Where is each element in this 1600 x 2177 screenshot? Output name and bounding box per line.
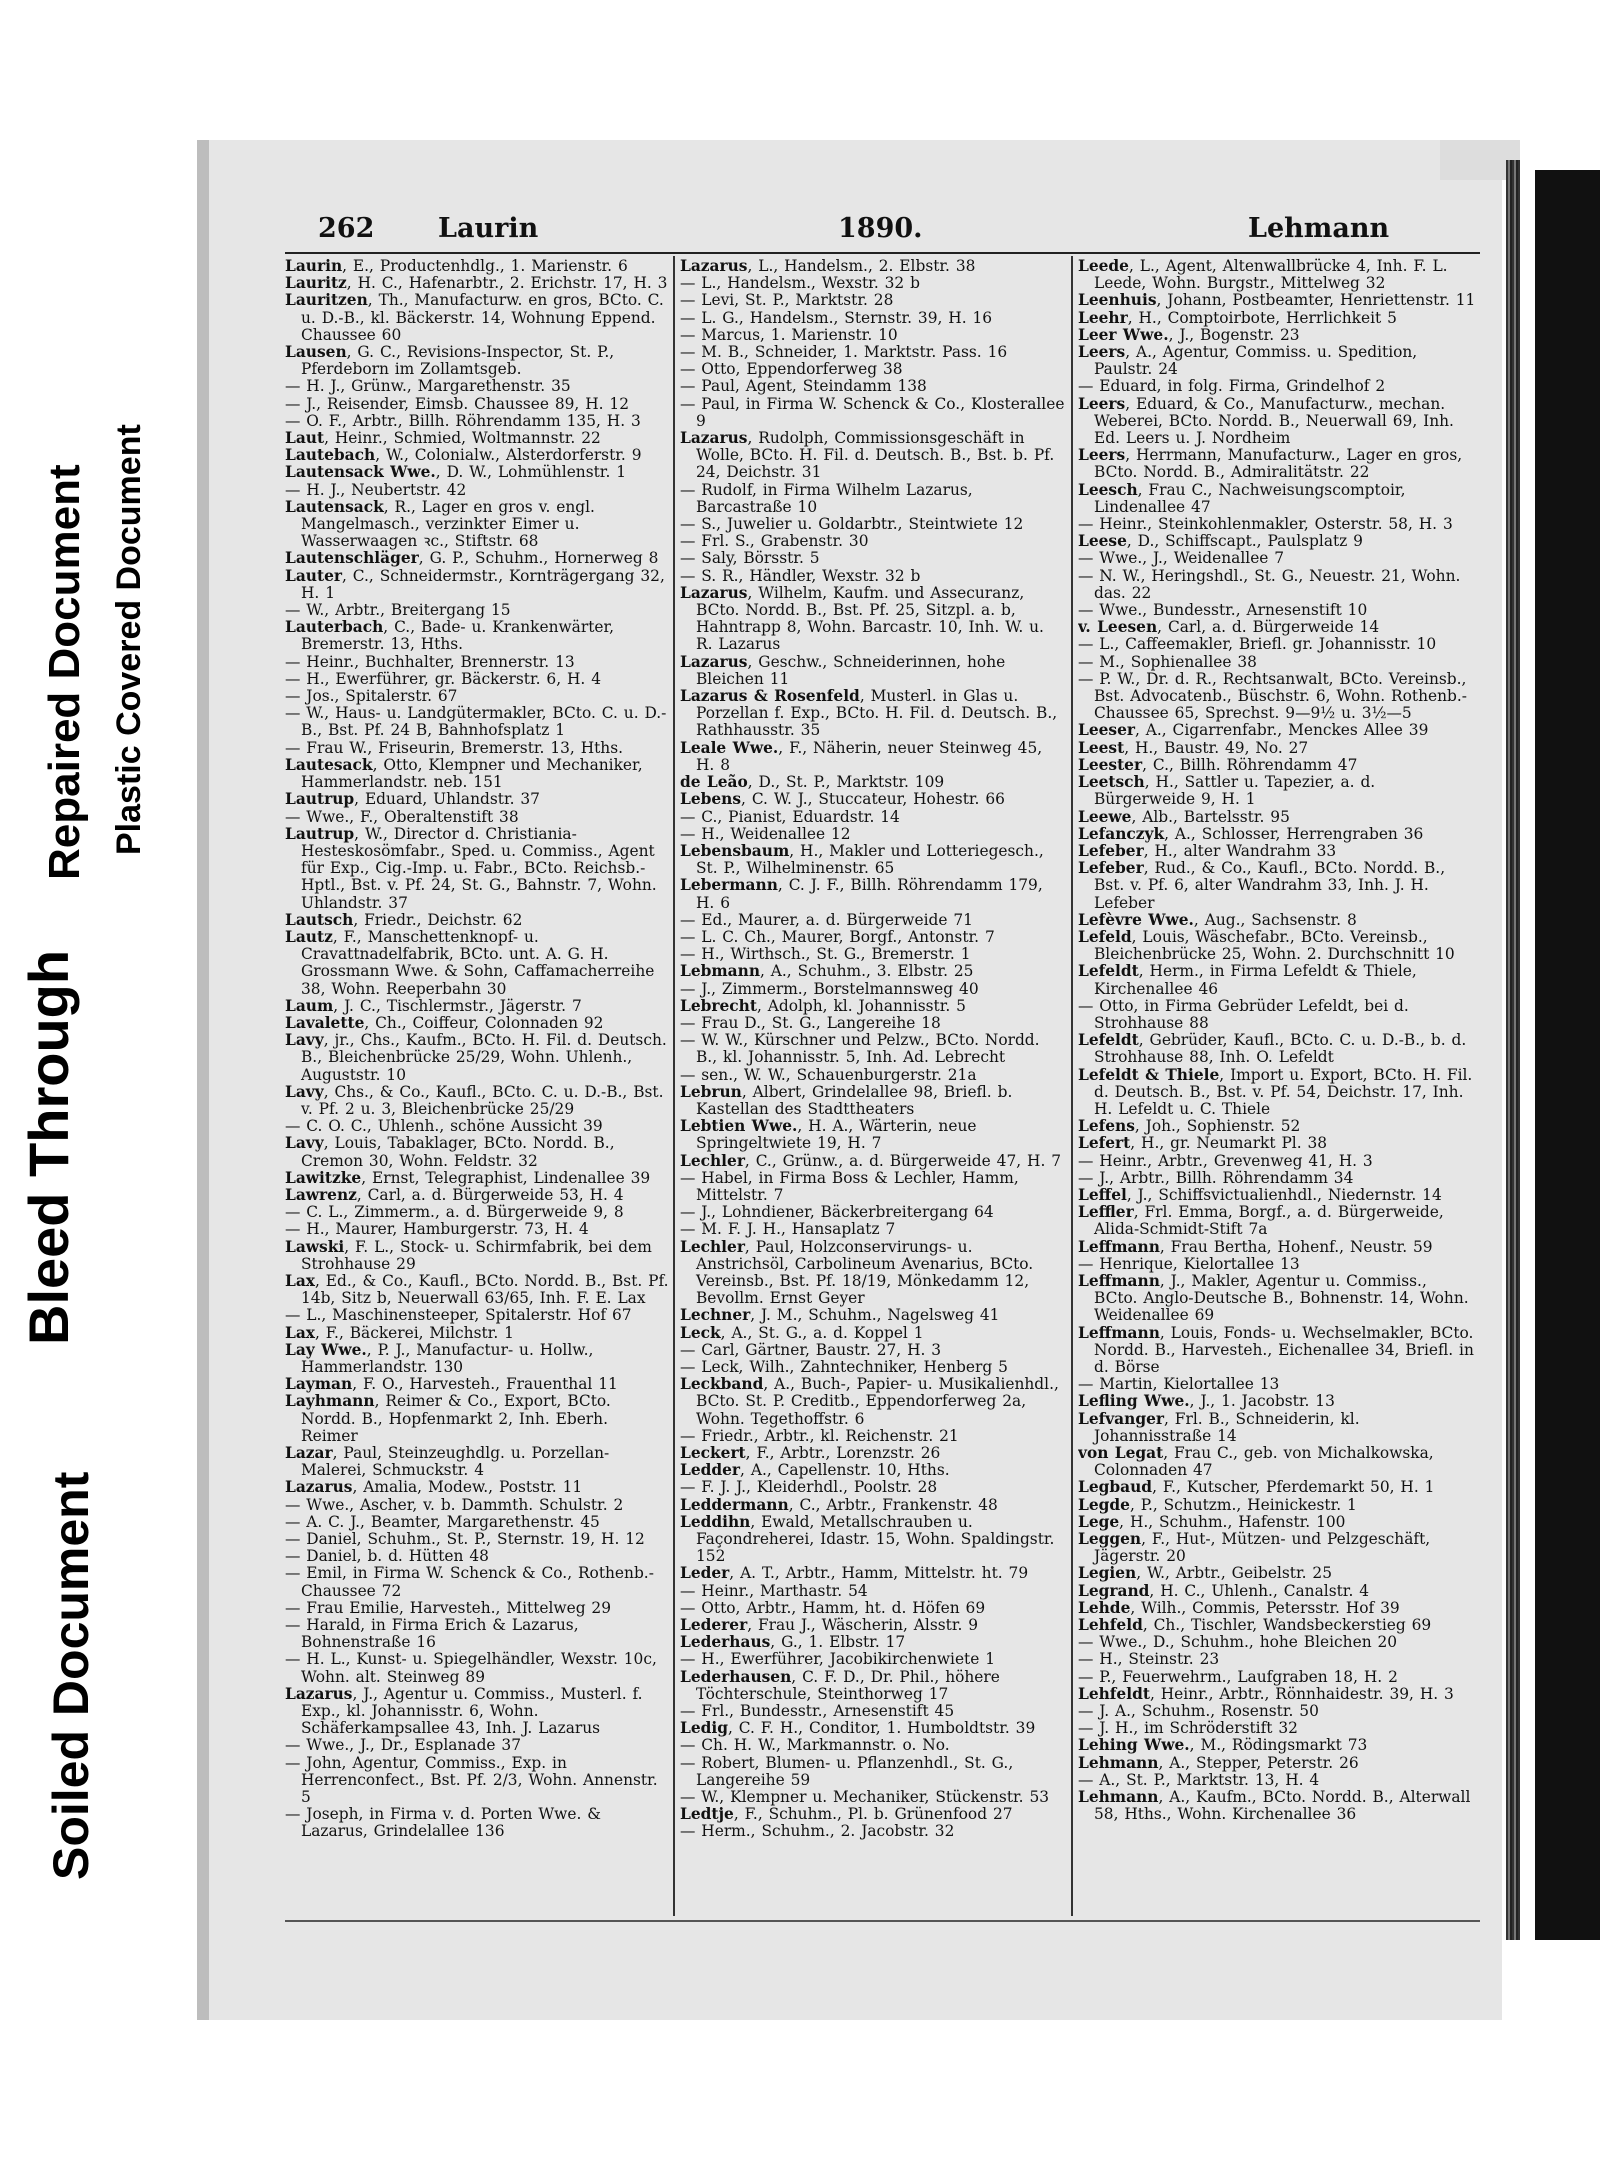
directory-entry: Leckband, A., Buch-, Papier- u. Musikalienhdl., BCto. St. P. Creditb., Eppendorferweg 2a, Wohn. Tegethoffstr. 6 — [680, 1375, 1059, 1428]
directory-entry: — J. H., im Schröderstift 32 — [1078, 1719, 1298, 1738]
directory-column-2 — [680, 258, 1065, 1918]
directory-entry: Lehde, Wilh., Commis, Petersstr. Hof 39 — [1078, 1598, 1400, 1617]
directory-entry: Lebermann, C. J. F., Billh. Röhrendamm 179, H. 6 — [680, 876, 1043, 912]
directory-entry: Lazarus, Amalia, Modew., Poststr. 11 — [285, 1478, 583, 1497]
directory-entry: Lautrup, Eduard, Uhlandstr. 37 — [285, 790, 540, 809]
footer-rule — [285, 1920, 1480, 1922]
directory-entry: Leer Wwe., J., Bogenstr. 23 — [1078, 325, 1300, 344]
plastic-covered-label: Plastic Covered Document — [110, 424, 148, 855]
soiled-document-label: Soiled Document — [43, 1471, 99, 1880]
directory-entry: Legien, W., Arbtr., Geibelstr. 25 — [1078, 1564, 1332, 1583]
directory-entry: — Levi, St. P., Marktstr. 28 — [680, 291, 894, 310]
directory-entry: Leffel, J., Schiffsvictualienhdl., Niedernstr. 14 — [1078, 1185, 1442, 1204]
directory-entry: Lautenschläger, G. P., Schuhm., Hornerweg 8 — [285, 549, 659, 568]
directory-entry: Lazar, Paul, Steinzeughdlg. u. Porzellan-Malerei, Schmuckstr. 4 — [285, 1444, 610, 1480]
directory-entry: Lehmann, A., Kaufm., BCto. Nordd. B., Alterwall 58, Hths., Wohn. Kirchenallee 36 — [1078, 1788, 1471, 1824]
directory-entry: — L. C. Ch., Maurer, Borgf., Antonstr. 7 — [680, 927, 995, 946]
directory-entry: — W., Klempner u. Mechaniker, Stückenstr. 53 — [680, 1788, 1050, 1807]
directory-entry: Leese, D., Schiffscapt., Paulsplatz 9 — [1078, 532, 1363, 551]
directory-entry: Layhmann, Reimer & Co., Export, BCto. Nordd. B., Hopfenmarkt 2, Inh. Eberh. Reimer — [285, 1392, 611, 1445]
directory-entry: — F. J. J., Kleiderhdl., Poolstr. 28 — [680, 1478, 938, 1497]
directory-entry: — L., Handelsm., Wexstr. 32 b — [680, 274, 920, 293]
directory-entry: Laum, J. C., Tischlermstr., Jägerstr. 7 — [285, 996, 582, 1015]
directory-entry: — Robert, Blumen- u. Pflanzenhdl., St. G., Langereihe 59 — [680, 1753, 1014, 1789]
directory-entry: — M. B., Schneider, 1. Marktstr. Pass. 16 — [680, 343, 1008, 362]
directory-entry: Lebens, C. W. J., Stuccateur, Hohestr. 66 — [680, 790, 1005, 809]
directory-entry: Lautz, F., Manschettenknopf- u. Cravattnadelfabrik, BCto. unt. A. G. H. Grossmann Wwe. & Sohn, Caffamacherreihe 38, Wohn. Reeperbahn 30 — [285, 927, 655, 998]
directory-entry: Lebtien Wwe., H. A., Wärterin, neue Springeltwiete 19, H. 7 — [680, 1117, 977, 1153]
directory-entry: — Heinr., Buchhalter, Brennerstr. 13 — [285, 652, 575, 671]
directory-entry: Leesch, Frau C., Nachweisungscomptoir, Lindenallee 47 — [1078, 480, 1406, 516]
directory-entry: Lederhaus, G., 1. Elbstr. 17 — [680, 1633, 906, 1652]
directory-entry: Leffmann, Louis, Fonds- u. Wechselmakler, BCto. Nordd. B., Harvesteh., Eichenallee 34, Briefl. in d. Börse — [1078, 1323, 1474, 1376]
directory-entry: Leers, Eduard, & Co., Manufacturw., mechan. Weberei, BCto. Nordd. B., Neuerwall 69, Inh. Ed. Leers u. J. Nordheim — [1078, 394, 1454, 448]
directory-entry: Lauter, C., Schneidermstr., Kornträgergang 32, H. 1 — [285, 566, 665, 602]
directory-entry: — H., Wirthsch., St. G., Bremerstr. 1 — [680, 945, 971, 964]
directory-entry: Lautebach, W., Colonialw., Alsterdorferstr. 9 — [285, 446, 642, 465]
directory-entry: Lavy, Louis, Tabaklager, BCto. Nordd. B., Cremon 30, Wohn. Feldstr. 32 — [285, 1134, 615, 1170]
directory-entry: Leest, H., Baustr. 49, No. 27 — [1078, 738, 1309, 757]
directory-entry: Lehfeld, Ch., Tischler, Wandsbeckerstieg 69 — [1078, 1616, 1432, 1635]
directory-entry: — Paul, Agent, Steindamm 138 — [680, 377, 927, 396]
directory-entry: Lederer, Frau J., Wäscherin, Alsstr. 9 — [680, 1616, 979, 1635]
directory-entry: Lechler, Paul, Holzconservirungs- u. Anstrichsöl, Carbolineum Avenarius, BCto. Vereinsb., Bst. Pf. 18/19, Mönkedamm 12, Bevollm. Ernst Geyer — [680, 1237, 1034, 1308]
directory-entry: — J., Arbtr., Billh. Röhrendamm 34 — [1078, 1168, 1354, 1187]
directory-entry: — S., Juwelier u. Goldarbtr., Steintwiete 12 — [680, 515, 1024, 534]
directory-entry: — P., Feuerwehrm., Laufgraben 18, H. 2 — [1078, 1667, 1398, 1686]
directory-entry: Lederhausen, C. F. D., Dr. Phil., höhere Töchterschule, Steinthorweg 17 — [680, 1667, 1000, 1703]
directory-entry: — Otto, Arbtr., Hamm, ht. d. Höfen 69 — [680, 1598, 986, 1617]
directory-entry: Leewe, Alb., Bartelsstr. 95 — [1078, 807, 1290, 826]
directory-entry: Lawitzke, Ernst, Telegraphist, Lindenallee 39 — [285, 1168, 651, 1187]
directory-entry: Lefens, Joh., Sophienstr. 52 — [1078, 1117, 1301, 1136]
directory-entry: — Emil, in Firma W. Schenck & Co., Rothenb.-Chaussee 72 — [285, 1564, 654, 1600]
directory-entry: — Ed., Maurer, a. d. Bürgerweide 71 — [680, 910, 973, 929]
directory-entry: — Heinr., Steinkohlenmakler, Osterstr. 58, H. 3 — [1078, 515, 1453, 534]
directory-entry: Leede, L., Agent, Altenwallbrücke 4, Inh. F. L. Leede, Wohn. Burgstr., Mittelweg 32 — [1078, 258, 1448, 293]
directory-entry: — Daniel, Schuhm., St. P., Sternstr. 19, H. 12 — [285, 1530, 645, 1549]
directory-entry: — L. G., Handelsm., Sternstr. 39, H. 16 — [680, 308, 993, 327]
directory-entry: Legbaud, F., Kutscher, Pferdemarkt 50, H. 1 — [1078, 1478, 1435, 1497]
directory-entry: Lehmann, A., Stepper, Peterstr. 26 — [1078, 1753, 1359, 1772]
directory-entry: Lehfeldt, Heinr., Arbtr., Rönnhaidestr. 39, H. 3 — [1078, 1684, 1454, 1703]
directory-entry: Leffmann, J., Makler, Agentur u. Commiss., BCto. Anglo-Deutsche B., Bohnenstr. 14, Wohn. Weidenallee 69 — [1078, 1271, 1469, 1325]
directory-entry: — Wwe., J., Dr., Esplanade 37 — [285, 1736, 522, 1755]
directory-entry: — Otto, Eppendorferweg 38 — [680, 360, 903, 379]
directory-entry: Lazarus, Rudolph, Commissionsgeschäft in Wolle, BCto. H. Fil. d. Deutsch. B., Bst. b. Pf. 24, Deichstr. 31 — [680, 429, 1055, 482]
directory-entry: — N. W., Heringshdl., St. G., Neuestr. 21, Wohn. das. 22 — [1078, 566, 1461, 602]
directory-entry: — Joseph, in Firma v. d. Porten Wwe. & Lazarus, Grindelallee 136 — [285, 1805, 601, 1841]
directory-entry: — Frau Emilie, Harvesteh., Mittelweg 29 — [285, 1598, 612, 1617]
directory-entry: — Habel, in Firma Boss & Lechler, Hamm, Mittelstr. 7 — [680, 1168, 1019, 1204]
directory-entry: Leddihn, Ewald, Metallschrauben u. Façondreherei, Idastr. 15, Wohn. Spaldingstr. 152 — [680, 1512, 1055, 1566]
header-first-name: Laurin — [438, 213, 539, 244]
directory-entry: — Ch. H. W., Markmannstr. o. No. — [680, 1736, 950, 1755]
bleed-through-label: Bleed Through — [17, 949, 80, 1345]
directory-entry: — J., Zimmerm., Borstelmannsweg 40 — [680, 979, 979, 998]
directory-entry: — H., Ewerführer, Jacobikirchenwiete 1 — [680, 1650, 996, 1669]
directory-entry: Lechler, C., Grünw., a. d. Bürgerweide 47, H. 7 — [680, 1151, 1062, 1170]
directory-entry: Lefling Wwe., J., 1. Jacobstr. 13 — [1078, 1392, 1335, 1411]
directory-entry: Lautrup, W., Director d. Christiania-Hesteskosömfabr., Sped. u. Commiss., Agent für Exp., Cig.-Imp. u. Fabr., BCto. Reichsb.-Hptl., Bst. v. Pf. 24, St. G., Bahnstr. 7, Wohn. Uhlandstr. 37 — [285, 824, 657, 912]
directory-entry: — A., St. P., Marktstr. 13, H. 4 — [1078, 1770, 1320, 1789]
directory-entry: Lausen, G. C., Revisions-Inspector, St. P., Pferdeborn im Zollamtsgeb. — [285, 343, 615, 379]
header-last-name: Lehmann — [1248, 213, 1390, 244]
directory-entry: Lazarus, L., Handelsm., 2. Elbstr. 38 — [680, 258, 976, 275]
directory-entry: Lefeldt, Herm., in Firma Lefeldt & Thiele, Kirchenallee 46 — [1078, 962, 1417, 998]
directory-entry: Lazarus & Rosenfeld, Musterl. in Glas u. Porzellan f. Exp., BCto. H. Fil. d. Deutsch. B., Rathhausstr. 35 — [680, 687, 1058, 740]
directory-entry: — O. F., Arbtr., Billh. Röhrendamm 135, H. 3 — [285, 411, 641, 430]
directory-entry: Lefanczyk, A., Schlosser, Herrengraben 36 — [1078, 824, 1424, 843]
page-edge-stack — [1506, 160, 1520, 1940]
directory-entry: — M. F. J. H., Hansaplatz 7 — [680, 1220, 896, 1239]
directory-entry: Leale Wwe., F., Näherin, neuer Steinweg 45, H. 8 — [680, 738, 1043, 774]
directory-entry: Lefeldt & Thiele, Import u. Export, BCto. H. Fil. d. Deutsch. B., Bst. v. Pf. 54, Deichstr. 17, Inh. H. Lefeldt u. C. Thiele — [1078, 1065, 1473, 1118]
directory-entry: Lebrun, Albert, Grindelallee 98, Briefl. b. Kastellan des Stadttheaters — [680, 1082, 1013, 1118]
directory-entry: — Carl, Gärtner, Baustr. 27, H. 3 — [680, 1340, 942, 1359]
directory-entry: — Eduard, in folg. Firma, Grindelhof 2 — [1078, 377, 1386, 396]
directory-entry: Leckert, F., Arbtr., Lorenzstr. 26 — [680, 1444, 941, 1463]
directory-entry: Leffmann, Frau Bertha, Hohenf., Neustr. 59 — [1078, 1237, 1433, 1256]
directory-entry: — Marcus, 1. Marienstr. 10 — [680, 325, 898, 344]
repaired-document-label: Repaired Document — [40, 464, 89, 880]
directory-entry: von Legat, Frau C., geb. von Michalkowska, Colonnaden 47 — [1078, 1444, 1434, 1480]
directory-entry: — Wwe., D., Schuhm., hohe Bleichen 20 — [1078, 1633, 1398, 1652]
directory-entry: Lazarus, Wilhelm, Kaufm. und Assecuranz, BCto. Nordd. B., Bst. Pf. 25, Sitzpl. a. b, Hahntrapp 8, Wohn. Barcastr. 10, Inh. W. u. R. Lazarus — [680, 583, 1044, 654]
directory-entry: — C., Pianist, Eduardstr. 14 — [680, 807, 900, 826]
directory-entry: — H., Steinstr. 23 — [1078, 1650, 1220, 1669]
page-header — [318, 213, 1458, 249]
directory-entry: Lefeldt, Gebrüder, Kaufl., BCto. C. u. D.-B., b. d. Strohhause 88, Inh. O. Lefeldt — [1078, 1031, 1467, 1067]
binding-edge — [1535, 170, 1600, 1940]
directory-entry: Legrand, H. C., Uhlenh., Canalstr. 4 — [1078, 1581, 1370, 1600]
directory-entry: Leester, C., Billh. Röhrendamm 47 — [1078, 755, 1358, 774]
directory-entry: Lavy, jr., Chs., Kaufm., BCto. H. Fil. d. Deutsch. B., Bleichenbrücke 25/29, Wohn. Uhlenh., Auguststr. 10 — [285, 1031, 667, 1084]
directory-entry: — Leck, Wilh., Zahntechniker, Henberg 5 — [680, 1358, 1008, 1376]
directory-entry: Leggen, F., Hut-, Mützen- und Pelzgeschäft, Jägerstr. 20 — [1078, 1530, 1431, 1566]
directory-entry: Leehr, H., Comptoirbote, Herrlichkeit 5 — [1078, 308, 1397, 327]
directory-entry: Lavy, Chs., & Co., Kaufl., BCto. C. u. D.-B., Bst. v. Pf. 2 u. 3, Bleichenbrücke 25/29 — [285, 1082, 664, 1118]
directory-entry: — H., Ewerführer, gr. Bäckerstr. 6, H. 4 — [285, 669, 601, 688]
directory-entry: Legde, P., Schutzm., Heinickestr. 1 — [1078, 1495, 1357, 1514]
column-divider — [673, 256, 675, 1916]
directory-entry: Leddermann, C., Arbtr., Frankenstr. 48 — [680, 1495, 998, 1514]
directory-entry: Lautesack, Otto, Klempner und Mechaniker, Hammerlandstr. neb. 151 — [285, 755, 643, 792]
directory-entry: Lebmann, A., Schuhm., 3. Elbstr. 25 — [680, 962, 974, 981]
directory-entry: — Wwe., Ascher, v. b. Dammth. Schulstr. 2 — [285, 1495, 624, 1514]
directory-entry: — H. J., Neubertstr. 42 — [285, 480, 467, 499]
directory-entry: — L., Caffeemakler, Briefl. gr. Johannisstr. 10 — [1078, 635, 1437, 654]
column-divider — [1071, 256, 1073, 1916]
directory-entry: Lebensbaum, H., Makler und Lotteriegesch., St. P., Wilhelminenstr. 65 — [680, 841, 1044, 878]
directory-entry: — W. W., Kürschner und Pelzw., BCto. Nordd. B., kl. Johannisstr. 5, Inh. Ad. Lebrecht — [680, 1031, 1040, 1067]
directory-entry: — M., Sophienallee 38 — [1078, 652, 1257, 671]
directory-entry: — H. J., Grünw., Margarethenstr. 35 — [285, 377, 571, 396]
directory-entry: Lax, F., Bäckerei, Milchstr. 1 — [285, 1323, 514, 1342]
directory-entry: Lefeber, Rud., & Co., Kaufl., BCto. Nordd. B., Bst. v. Pf. 6, alter Wandrahm 33, Inh. J. H. Lefeber — [1078, 859, 1446, 912]
directory-entry: — Wwe., J., Weidenallee 7 — [1078, 549, 1285, 568]
directory-entry: Lax, Ed., & Co., Kaufl., BCto. Nordd. B., Bst. Pf. 14b, Sitz b, Neuerwall 63/65, Inh. F. E. Lax — [285, 1271, 669, 1308]
directory-entry: Ledig, C. F. H., Conditor, 1. Humboldtstr. 39 — [680, 1719, 1036, 1738]
directory-entry: Lechner, J. M., Schuhm., Nagelsweg 41 — [680, 1306, 1000, 1325]
directory-entry: — S. R., Händler, Wexstr. 32 b — [680, 566, 921, 585]
directory-entry: — Daniel, b. d. Hütten 48 — [285, 1547, 489, 1566]
directory-entry: — Frau D., St. G., Langereihe 18 — [680, 1013, 941, 1032]
directory-entry: — J. A., Schuhm., Rosenstr. 50 — [1078, 1702, 1319, 1721]
directory-entry: — Heinr., Arbtr., Grevenweg 41, H. 3 — [1078, 1151, 1373, 1170]
directory-column-1 — [285, 258, 670, 1918]
directory-entry: — Saly, Börsstr. 5 — [680, 549, 820, 568]
directory-entry: — Frl., Bundesstr., Arnesenstift 45 — [680, 1702, 955, 1721]
directory-entry: — Wwe., Bundesstr., Arnesenstift 10 — [1078, 601, 1368, 620]
directory-entry: Lauritz, H. C., Hafenarbtr., 2. Erichstr. 17, H. 3 — [285, 274, 668, 293]
directory-entry: — John, Agentur, Commiss., Exp. in Herrenconfect., Bst. Pf. 2/3, Wohn. Annenstr. 5 — [285, 1753, 658, 1807]
directory-entry: — Martin, Kielortallee 13 — [1078, 1375, 1280, 1394]
directory-entry: — W., Haus- u. Landgütermakler, BCto. C. u. D.-B., Bst. Pf. 24 B, Bahnhofsplatz 1 — [285, 704, 667, 740]
directory-entry: — H. L., Kunst- u. Spiegelhändler, Wexstr. 10c, Wohn. alt. Steinweg 89 — [285, 1650, 657, 1686]
directory-entry: — Henrique, Kielortallee 13 — [1078, 1254, 1300, 1273]
directory-entry: — A. C. J., Beamter, Margarethenstr. 45 — [285, 1512, 600, 1531]
directory-entry: Leffler, Frl. Emma, Borgf., a. d. Bürgerweide, Alida-Schmidt-Stift 7a — [1078, 1203, 1444, 1239]
directory-entry: — H., Weidenallee 12 — [680, 824, 851, 843]
directory-entry: Leenhuis, Johann, Postbeamter, Henriettenstr. 11 — [1078, 291, 1476, 310]
directory-entry: Lauritzen, Th., Manufacturw. en gros, BCto. C. u. D.-B., kl. Bäckerstr. 14, Wohnung Eppend. Chaussee 60 — [285, 291, 664, 344]
directory-entry: Lefert, H., gr. Neumarkt Pl. 38 — [1078, 1134, 1328, 1153]
directory-entry: Lehing Wwe., M., Rödingsmarkt 73 — [1078, 1736, 1368, 1755]
directory-entry: — J., Lohndiener, Bäckerbreitergang 64 — [680, 1203, 994, 1222]
directory-entry: v. Leesen, Carl, a. d. Bürgerweide 14 — [1078, 618, 1380, 637]
directory-column-3 — [1078, 258, 1476, 1918]
directory-entry: Leers, A., Agentur, Commiss. u. Spedition, Paulstr. 24 — [1078, 343, 1418, 379]
directory-entry: — Paul, in Firma W. Schenck & Co., Klosterallee 9 — [680, 394, 1065, 430]
directory-entry: Lautsch, Friedr., Deichstr. 62 — [285, 910, 523, 929]
directory-entry: Lauterbach, C., Bade- u. Krankenwärter, Bremerstr. 13, Hths. — [285, 618, 615, 654]
directory-entry: — J., Reisender, Eimsb. Chaussee 89, H. 12 — [285, 394, 630, 413]
header-year: 1890. — [838, 213, 923, 244]
directory-entry: Lebrecht, Adolph, kl. Johannisstr. 5 — [680, 996, 966, 1015]
directory-entry: Lazarus, Geschw., Schneiderinnen, hohe Bleichen 11 — [680, 652, 1006, 688]
directory-entry: Lay Wwe., P. J., Manufactur- u. Hollw., Hammerlandstr. 130 — [285, 1340, 594, 1376]
directory-entry: Layman, F. O., Harvesteh., Frauenthal 11 — [285, 1375, 618, 1394]
page-number: 262 — [318, 213, 375, 244]
directory-entry: Laut, Heinr., Schmied, Woltmannstr. 22 — [285, 429, 601, 448]
directory-entry: Leder, A. T., Arbtr., Hamm, Mittelstr. ht. 79 — [680, 1564, 1029, 1583]
directory-entry: — Otto, in Firma Gebrüder Lefeldt, bei d. Strohhause 88 — [1078, 996, 1409, 1032]
directory-entry: Lautensack Wwe., D. W., Lohmühlenstr. 1 — [285, 463, 627, 482]
directory-entry: Lawski, F. L., Stock- u. Schirmfabrik, bei dem Strohhause 29 — [285, 1237, 652, 1273]
directory-entry: Lawrenz, Carl, a. d. Bürgerweide 53, H. 4 — [285, 1185, 624, 1204]
header-rule — [285, 252, 1480, 254]
directory-entry: Ledtje, F., Schuhm., Pl. b. Grünenfood 27 — [680, 1805, 1013, 1824]
directory-entry: — W., Arbtr., Breitergang 15 — [285, 601, 511, 620]
directory-entry: — C. O. C., Uhlenh., schöne Aussicht 39 — [285, 1117, 603, 1136]
directory-entry: Lege, H., Schuhm., Hafenstr. 100 — [1078, 1512, 1346, 1531]
page-left-shadow — [197, 140, 209, 2020]
directory-entry: Lavalette, Ch., Coiffeur, Colonnaden 92 — [285, 1013, 604, 1032]
directory-entry: — H., Maurer, Hamburgerstr. 73, H. 4 — [285, 1220, 589, 1239]
directory-entry: — Frl. S., Grabenstr. 30 — [680, 532, 869, 551]
directory-entry: — Jos., Spitalerstr. 67 — [285, 687, 458, 706]
directory-entry: Leetsch, H., Sattler u. Tapezier, a. d. Bürgerweide 9, H. 1 — [1078, 773, 1376, 809]
directory-entry: de Leão, D., St. P., Marktstr. 109 — [680, 773, 945, 792]
directory-entry: Lautensack, R., Lager en gros v. engl. Mangelmasch., verzinkter Eimer u. Wasserwaagen ꝛc., Stiftstr. 68 — [285, 497, 595, 551]
directory-entry: — L., Maschinensteeper, Spitalerstr. Hof 67 — [285, 1306, 632, 1325]
directory-entry: — Wwe., F., Oberaltenstift 38 — [285, 807, 519, 826]
directory-entry: Lazarus, J., Agentur u. Commiss., Musterl. f. Exp., kl. Johannisstr. 6, Wohn. Schäferkampsallee 43, Inh. J. Lazarus — [285, 1684, 643, 1738]
directory-entry: — Frau W., Friseurin, Bremerstr. 13, Hths. — [285, 738, 624, 757]
directory-entry: Lefvanger, Frl. B., Schneiderin, kl. Johannisstraße 14 — [1078, 1409, 1360, 1445]
directory-entry: Leers, Herrmann, Manufacturw., Lager en gros, BCto. Nordd. B., Admiralitätstr. 22 — [1078, 446, 1463, 482]
directory-entry: Leck, A., St. G., a. d. Koppel 1 — [680, 1323, 924, 1342]
directory-entry: — Rudolf, in Firma Wilhelm Lazarus, Barcastraße 10 — [680, 480, 973, 516]
directory-entry: — Harald, in Firma Erich & Lazarus, Bohnenstraße 16 — [285, 1616, 579, 1652]
directory-entry: — Friedr., Arbtr., kl. Reichenstr. 21 — [680, 1426, 959, 1445]
directory-entry: Ledder, A., Capellenstr. 10, Hths. — [680, 1461, 950, 1480]
directory-entry: Lefeber, H., alter Wandrahm 33 — [1078, 841, 1337, 860]
directory-entry: — Heinr., Marthastr. 54 — [680, 1581, 868, 1600]
directory-entry: — P. W., Dr. d. R., Rechtsanwalt, BCto. Vereinsb., Bst. Advocatenb., Büschstr. 6, Wohn. Rothenb.-Chaussee 65, Sprechst. 9—9½ u. 3½—5 — [1078, 669, 1467, 723]
directory-entry: — Herm., Schuhm., 2. Jacobstr. 32 — [680, 1822, 955, 1841]
directory-entry: — sen., W. W., Schauenburgerstr. 21a — [680, 1065, 977, 1084]
directory-entry: Lefèvre Wwe., Aug., Sachsenstr. 8 — [1078, 910, 1357, 929]
directory-entry: Laurin, E., Productenhdlg., 1. Marienstr. 6 — [285, 258, 628, 275]
directory-entry: Leeser, A., Cigarrenfabr., Menckes Allee 39 — [1078, 721, 1429, 740]
directory-entry: — C. L., Zimmerm., a. d. Bürgerweide 9, 8 — [285, 1203, 624, 1222]
directory-entry: Lefeld, Louis, Wäschefabr., BCto. Vereinsb., Bleichenbrücke 25, Wohn. 2. Durchschnitt 10 — [1078, 927, 1455, 964]
